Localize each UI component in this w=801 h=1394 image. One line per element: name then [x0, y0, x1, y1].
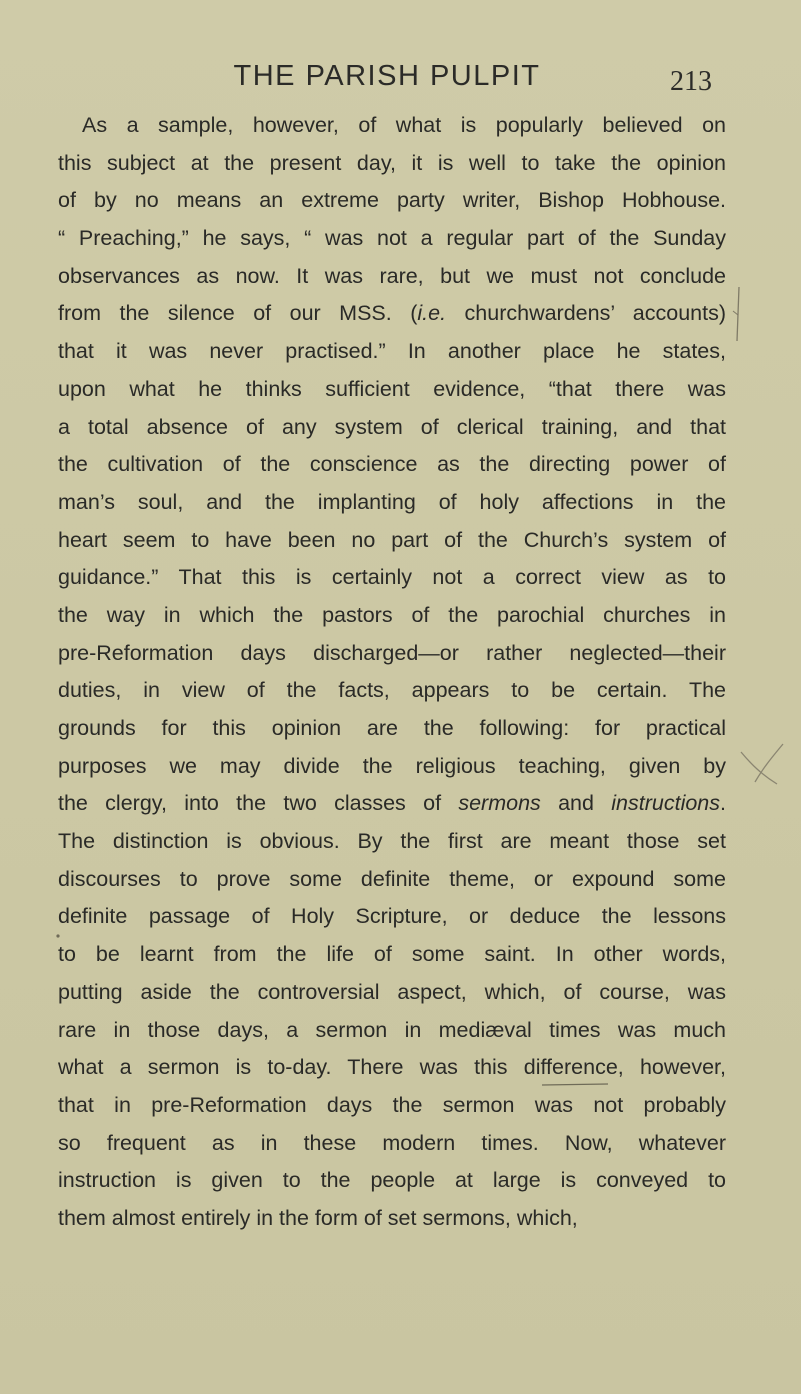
text-line	[58, 295, 726, 333]
body-text	[58, 107, 726, 1238]
text-line: to be learnt from the life of some saint. In other words,	[58, 942, 726, 967]
text-line: this subject at the present day, it is well to take the opinion	[58, 150, 726, 175]
text-line: definite passage of Holy Scripture, or deduce the lessons	[58, 904, 726, 929]
text-line	[58, 785, 726, 823]
text-line: “ Preaching,” he says, “ was not a regular part of the Sunday	[58, 226, 726, 251]
running-title: THE PARISH PULPIT	[233, 60, 541, 92]
text-line: instruction is given to the people at large is conveyed to	[58, 1168, 726, 1193]
text-line: grounds for this opinion are the following: for practical	[58, 716, 726, 740]
text-line: guidance.” That this is certainly not a correct view as to	[58, 565, 726, 590]
text-line: observances as now. It was rare, but we must not conclude	[58, 263, 726, 288]
page-number: 213	[670, 66, 712, 97]
italic-term: sermons	[458, 791, 541, 816]
margin-cross-mark	[733, 740, 793, 794]
text-line: of by no means an extreme party writer, Bishop Hobhouse.	[58, 188, 726, 213]
text-line: The distinction is obvious. By the first are meant those set	[58, 829, 726, 854]
text-line: upon what he thinks sufficient evidence, “that there was	[58, 376, 726, 401]
text-line: discourses to prove some definite theme, or expound some	[58, 866, 726, 891]
text-line: a total absence of any system of clerical training, and that	[58, 414, 726, 439]
text-line: them almost entirely in the form of set sermons, which,	[58, 1205, 578, 1230]
text-line: rare in those days, a sermon in mediæval times was much	[58, 1017, 726, 1042]
text-line: the cultivation of the conscience as the directing power of	[58, 452, 726, 477]
text-line: so frequent as in these modern times. Now, whatever	[58, 1130, 726, 1155]
text-line: what a sermon is to-day. There was this difference, however,	[58, 1055, 726, 1080]
text-line: that in pre-Reformation days the sermon was not probably	[58, 1092, 726, 1117]
text-line: man’s soul, and the implanting of holy affections in the	[58, 489, 726, 514]
text-segment: .	[720, 791, 726, 816]
text-segment: from the silence of our MSS. (	[58, 301, 418, 326]
running-head	[56, 58, 718, 98]
text-segment: the clergy, into the two classes of	[58, 791, 459, 816]
text-segment: and	[540, 791, 612, 816]
text-segment: churchwardens’ accounts)	[446, 301, 726, 326]
italic-term: instructions	[611, 791, 721, 816]
text-line: pre-Reformation days discharged—or rather neglected—their	[58, 640, 726, 665]
text-line: As a sample, however, of what is popularly believed on	[82, 113, 726, 137]
text-line: purposes we may divide the religious teaching, given by	[58, 753, 726, 778]
text-line: that it was never practised.” In another place he states,	[58, 339, 726, 364]
text-line: putting aside the controversial aspect, which, of course, was	[58, 979, 726, 1004]
text-line: duties, in view of the facts, appears to be certain. The	[58, 678, 726, 703]
text-line: the way in which the pastors of the parochial churches in	[58, 602, 726, 627]
italic-abbreviation: i.e.	[417, 301, 447, 326]
text-line: heart seem to have been no part of the Church’s system of	[58, 527, 726, 552]
margin-bracket-mark	[725, 285, 745, 345]
